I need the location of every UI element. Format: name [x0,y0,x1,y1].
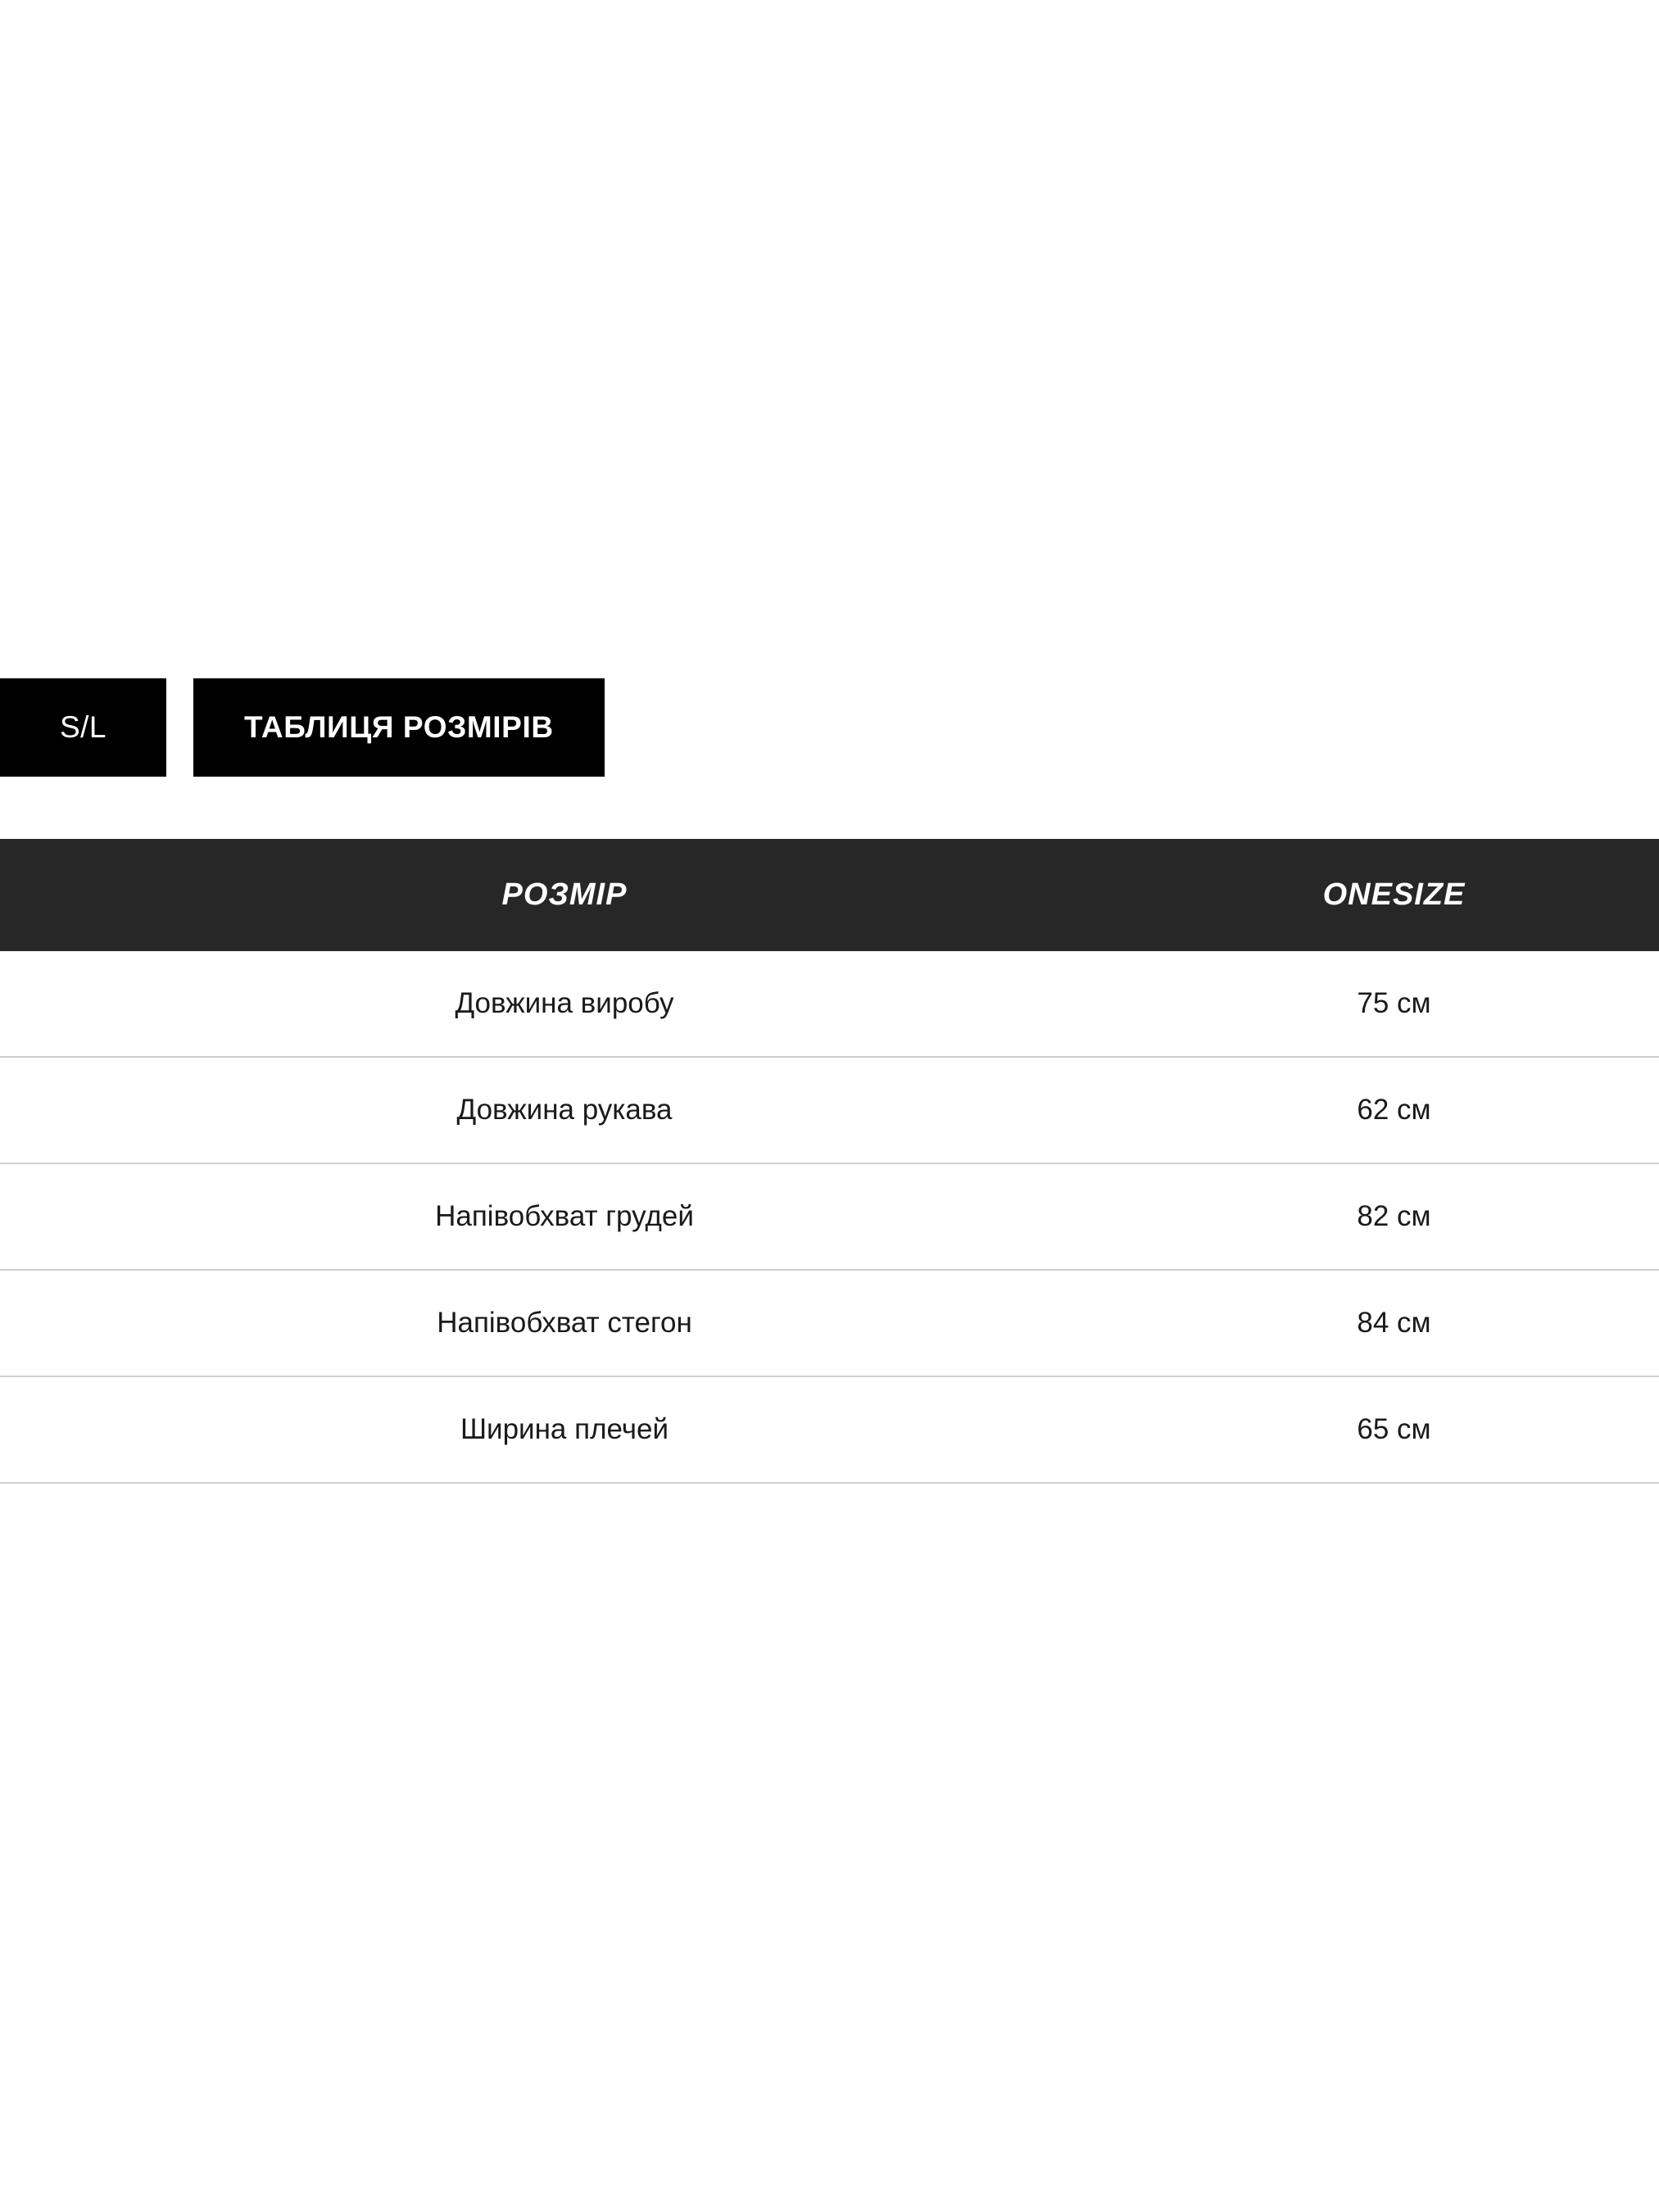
row-parameter: Довжина рукава [0,1057,1129,1163]
badge-row [0,678,605,777]
row-value: 84 см [1129,1270,1659,1376]
row-value: 82 см [1129,1163,1659,1270]
row-value: 65 см [1129,1376,1659,1483]
table-row [0,1376,1659,1483]
size-table-body [0,951,1659,1483]
table-row [0,1270,1659,1376]
row-parameter: Довжина виробу [0,951,1129,1057]
row-value: 75 см [1129,951,1659,1057]
row-value: 62 см [1129,1057,1659,1163]
size-table-head [0,839,1659,951]
row-parameter: Ширина плечей [0,1376,1129,1483]
size-table-title-badge: ТАБЛИЦЯ РОЗМІРІВ [193,678,605,777]
table-header-row [0,839,1659,951]
size-badge: S/L [0,678,166,777]
table-row [0,1163,1659,1270]
size-table [0,839,1659,1484]
header-parameter: РОЗМІР [0,839,1129,951]
header-value: ONESIZE [1129,839,1659,951]
size-table-container [0,839,1659,1484]
row-parameter: Напівобхват грудей [0,1163,1129,1270]
table-row [0,1057,1659,1163]
table-row [0,951,1659,1057]
row-parameter: Напівобхват стегон [0,1270,1129,1376]
